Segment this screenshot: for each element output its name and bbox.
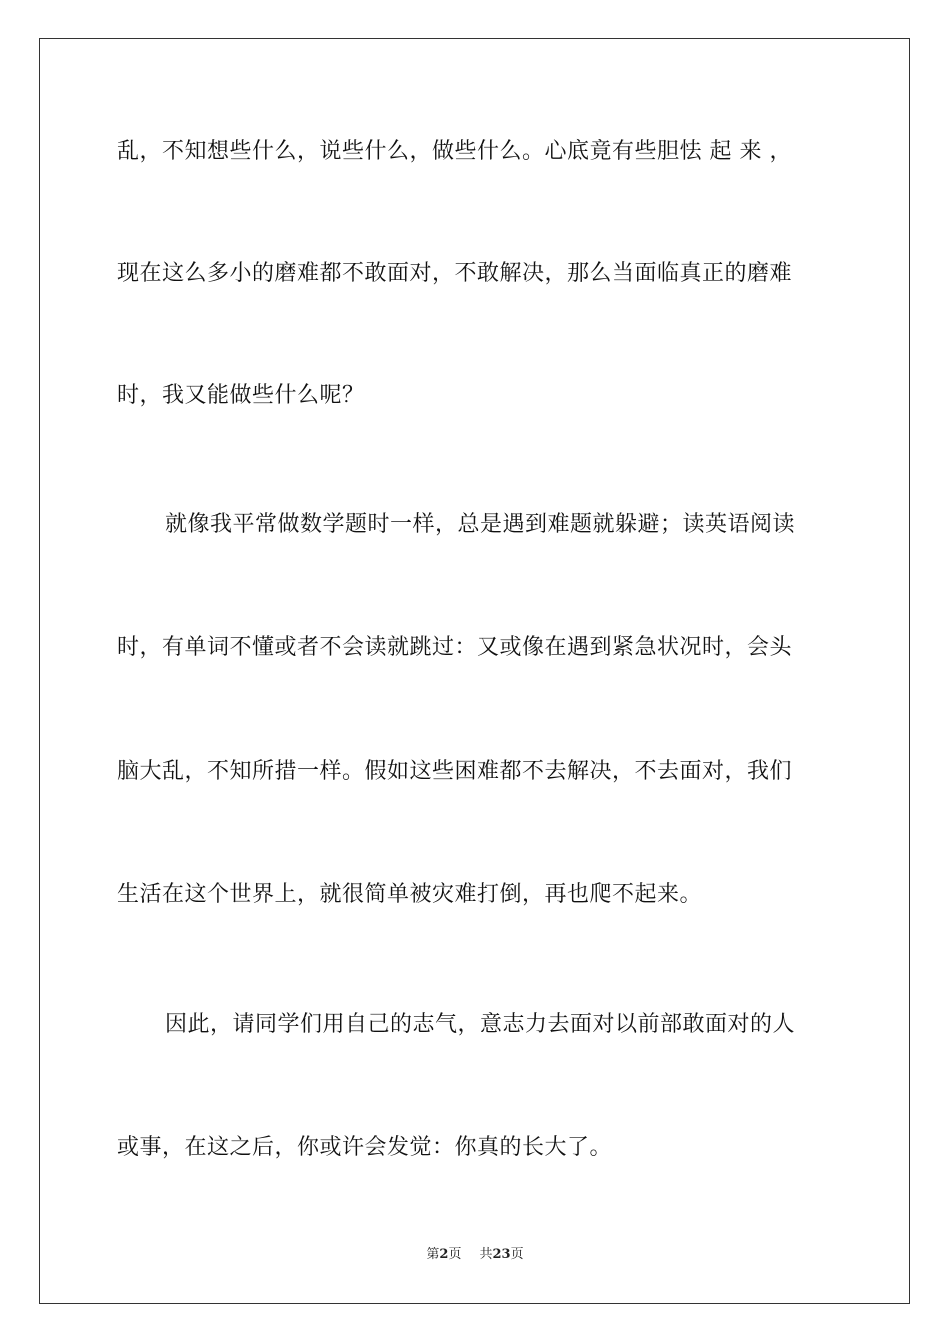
footer-page-number: 2 <box>439 1247 449 1262</box>
text-line-2: 现在这么多小的磨难都不敢面对，不敢解决，那么当面临真正的磨难 <box>117 261 793 286</box>
page-footer <box>0 1246 950 1264</box>
footer-page-suffix: 页 <box>448 1247 462 1262</box>
paragraph-3-line-1: 因此，请同学们用自己的志气，意志力去面对以前部敢面对的人 <box>165 1012 796 1037</box>
paragraph-2-line-3: 脑大乱，不知所措一样。假如这些困难都不去解决，不去面对，我们 <box>117 759 793 784</box>
paragraph-2-line-2: 时，有单词不懂或者不会读就跳过：又或像在遇到紧急状况时，会头 <box>117 635 793 660</box>
paragraph-3-line-2: 或事，在这之后，你或许会发觉：你真的长大了。 <box>117 1135 613 1160</box>
text-line-1: 乱，不知想些什么，说些什么，做些什么。心底竟有些胆怯 起 来 ， <box>117 139 792 164</box>
paragraph-2-line-1: 就像我平常做数学题时一样，总是遇到难题就躲避；读英语阅读 <box>165 512 796 537</box>
text-line-3: 时，我又能做些什么呢？ <box>117 383 365 408</box>
page-border <box>39 38 910 1304</box>
footer-total-prefix: 共 <box>479 1247 493 1262</box>
paragraph-2-line-4: 生活在这个世界上，就很简单被灾难打倒，再也爬不起来。 <box>117 882 703 907</box>
footer-total-pages: 23 <box>492 1247 511 1262</box>
footer-total-suffix: 页 <box>510 1247 524 1262</box>
footer-page-prefix: 第 <box>426 1247 440 1262</box>
